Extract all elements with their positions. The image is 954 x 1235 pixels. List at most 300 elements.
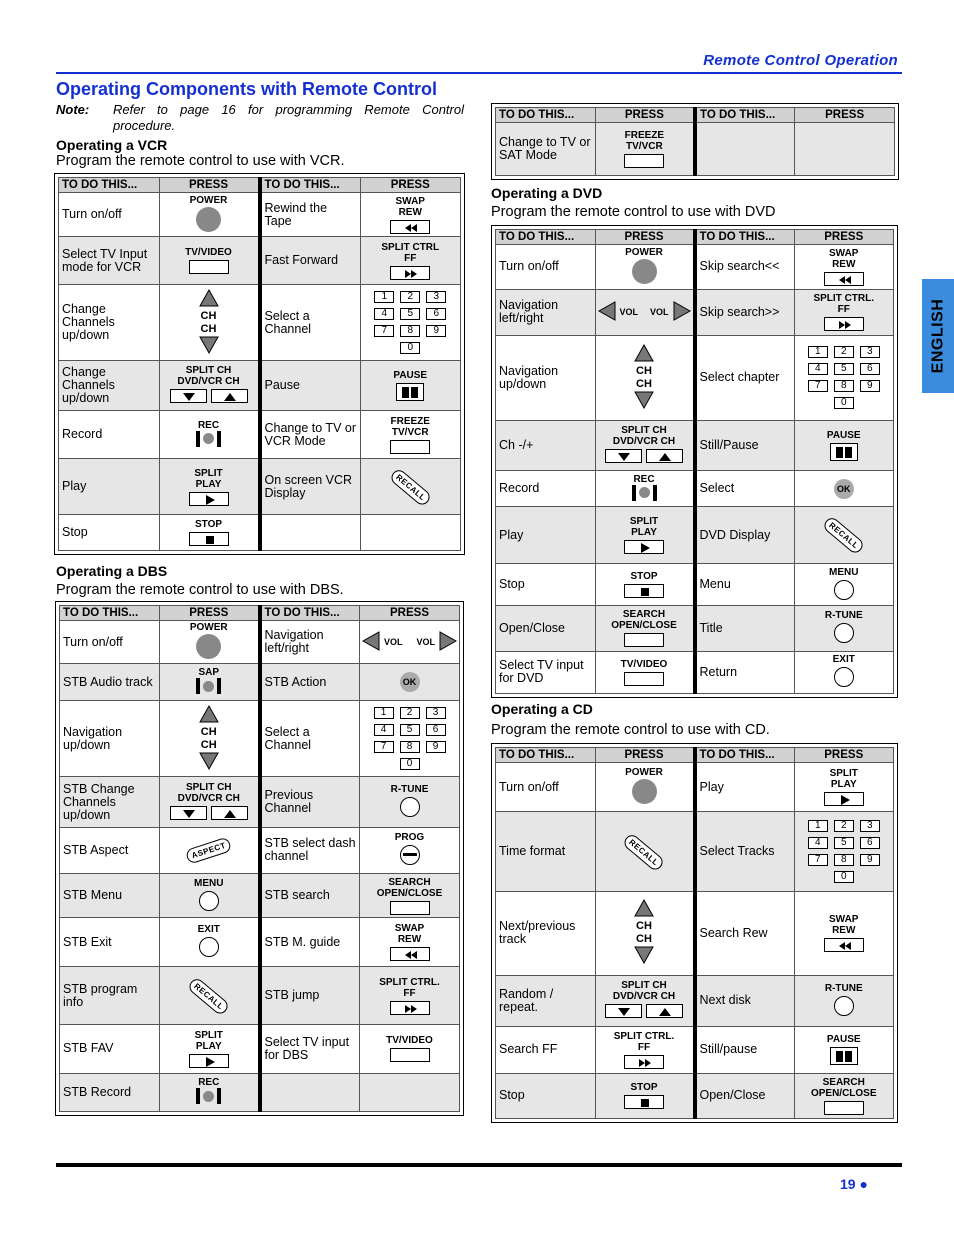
vcr-table — [54, 173, 465, 555]
tv-video-button[interactable] — [624, 672, 664, 686]
table-row — [496, 1026, 894, 1073]
ch-up-icon[interactable] — [634, 344, 654, 365]
split-ch-down-button[interactable] — [170, 389, 207, 403]
table-row — [60, 700, 460, 777]
table-row — [60, 621, 460, 664]
action-label: Navigation up/down — [60, 700, 160, 777]
press-cell — [360, 777, 460, 827]
table-row — [496, 975, 894, 1026]
keypad-digit[interactable]: 2 — [400, 291, 420, 303]
open-close-button[interactable] — [624, 633, 664, 647]
keypad-digit[interactable]: 5 — [834, 837, 854, 849]
split-ch-down-button[interactable] — [605, 1004, 642, 1018]
table-row — [60, 918, 460, 966]
action-label: Search Rew — [695, 892, 795, 976]
action-label: Change Channels up/down — [59, 361, 160, 411]
press-cell — [360, 411, 461, 459]
table-row — [496, 289, 894, 335]
tv-vcr-key-label: TV/VCR — [391, 426, 429, 438]
pause-button[interactable] — [830, 1047, 858, 1065]
keypad-digit[interactable]: 0 — [400, 342, 420, 354]
rew-button[interactable] — [824, 272, 864, 286]
menu-button[interactable] — [199, 891, 219, 911]
vol-right-icon[interactable] — [673, 301, 691, 323]
sap-button[interactable] — [196, 678, 221, 694]
action-label: Change to TV or VCR Mode — [260, 411, 361, 459]
action-label: Still/pause — [695, 1026, 795, 1073]
action-label: Select chapter — [695, 335, 795, 420]
col-header-press: PRESS — [160, 606, 260, 621]
action-label: Change to TV or SAT Mode — [496, 123, 596, 176]
press-cell — [160, 664, 260, 700]
volume-rocker[interactable]: VOL VOL — [598, 301, 691, 323]
keypad-digit[interactable]: 3 — [860, 346, 880, 358]
channel-rocker[interactable]: CH CH — [598, 344, 691, 412]
play-button[interactable] — [189, 1054, 229, 1068]
col-header-todo: TO DO THIS... — [260, 178, 361, 193]
r-tune-key-label: R-TUNE — [390, 784, 429, 795]
press-cell — [794, 892, 894, 976]
keypad-digit[interactable]: 1 — [374, 707, 394, 719]
keypad-digit[interactable]: 2 — [834, 346, 854, 358]
keypad-digit[interactable]: 1 — [808, 346, 828, 358]
press-cell — [160, 1025, 260, 1073]
action-label: Select TV input for DBS — [260, 1025, 360, 1073]
note-text: Refer to page 16 for programming Remote Control procedure. — [113, 102, 464, 133]
split-ch-up-button[interactable] — [646, 449, 683, 463]
dvd-vcr-ch-key-label: DVD/VCR CH — [612, 435, 676, 447]
action-label: STB Menu — [60, 874, 160, 918]
cd-table — [491, 743, 898, 1123]
english-tab — [922, 279, 954, 393]
stop-button[interactable] — [624, 584, 664, 598]
action-label: Play — [59, 459, 160, 515]
ok-button[interactable]: OK — [400, 672, 420, 692]
table-row — [496, 420, 894, 470]
volume-rocker[interactable]: VOL VOL — [362, 631, 457, 653]
recall-button[interactable]: RECALL — [822, 515, 866, 556]
ff-button[interactable] — [624, 1055, 664, 1069]
col-header-todo: TO DO THIS... — [496, 230, 596, 245]
press-cell — [795, 123, 895, 176]
table-row — [59, 285, 461, 361]
press-cell — [159, 459, 260, 515]
rew-button[interactable] — [824, 938, 864, 952]
channel-rocker[interactable]: CH CH — [162, 705, 256, 773]
dbs-title: Operating a DBS — [56, 563, 168, 579]
dvd-subtitle: Program the remote control to use with DVD — [491, 204, 776, 220]
press-cell — [794, 507, 894, 563]
action-label: Navigation up/down — [496, 335, 596, 420]
action-label: Navigation left/right — [496, 289, 596, 335]
keypad-digit[interactable]: 5 — [834, 363, 854, 375]
press-cell — [360, 361, 461, 411]
ch-down-icon[interactable] — [199, 752, 219, 773]
action-label: Skip search<< — [695, 245, 795, 289]
split-key-label: SPLIT — [194, 467, 223, 479]
keypad-digit[interactable]: 7 — [808, 854, 828, 866]
menu-key-label: MENU — [829, 566, 859, 578]
action-label: On screen VCR Display — [260, 459, 361, 515]
keypad-digit[interactable]: 8 — [400, 741, 420, 753]
play-button[interactable] — [189, 492, 229, 506]
keypad-digit[interactable]: 8 — [400, 325, 420, 337]
vcr-title: Operating a VCR — [56, 137, 168, 153]
dvd-table — [491, 225, 898, 698]
keypad-digit[interactable]: 2 — [400, 707, 420, 719]
power-key-label: POWER — [625, 246, 663, 258]
rew-key-label: REW — [832, 925, 856, 937]
press-cell — [360, 621, 460, 664]
action-label: Change Channels up/down — [59, 285, 160, 361]
table-row — [496, 471, 894, 507]
col-header-todo: TO DO THIS... — [60, 606, 160, 621]
split-ctrl-key-label: SPLIT CTRL. — [379, 976, 440, 988]
action-label: Random / repeat. — [496, 975, 596, 1026]
ch-up-icon[interactable] — [199, 289, 219, 310]
keypad-digit[interactable]: 0 — [400, 758, 420, 770]
ok-button[interactable]: OK — [834, 479, 854, 499]
stop-key-label: STOP — [630, 571, 658, 582]
prog-button[interactable] — [400, 845, 420, 865]
split-ch-key-label: SPLIT CH — [621, 424, 667, 436]
press-cell — [160, 874, 260, 918]
exit-key-label: EXIT — [832, 654, 855, 666]
keypad-digit[interactable]: 1 — [808, 820, 828, 832]
col-header-todo: TO DO THIS... — [496, 748, 596, 763]
table-row — [59, 515, 461, 551]
press-cell — [360, 966, 460, 1024]
table-row — [496, 606, 894, 651]
press-cell — [360, 918, 460, 966]
keypad-digit[interactable]: 6 — [860, 363, 880, 375]
col-header-press: PRESS — [795, 108, 895, 123]
action-label: Play — [496, 507, 596, 563]
pause-key-label: PAUSE — [393, 370, 428, 381]
keypad-digit[interactable]: 6 — [860, 837, 880, 849]
exit-button[interactable] — [199, 937, 219, 957]
col-header-press: PRESS — [794, 748, 894, 763]
press-cell — [794, 335, 894, 420]
action-label: STB Record — [60, 1073, 160, 1111]
dvd-vcr-ch-key-label: DVD/VCR CH — [177, 792, 240, 804]
pause-key-label: PAUSE — [826, 1034, 861, 1046]
action-label — [260, 515, 361, 551]
action-label: Open/Close — [695, 1073, 795, 1118]
prog-key-label: PROG — [394, 832, 425, 844]
rec-key-label: REC — [198, 1077, 220, 1089]
play-button[interactable] — [624, 540, 664, 554]
tv-vcr-key-label: TV/VCR — [626, 141, 663, 152]
action-label: Fast Forward — [260, 237, 361, 285]
action-label: Time format — [496, 812, 596, 892]
play-key-label: PLAY — [195, 1040, 222, 1052]
cd-subtitle: Program the remote control to use with CD. — [491, 722, 770, 738]
stop-button[interactable] — [189, 532, 229, 546]
action-label: STB Audio track — [60, 664, 160, 700]
split-key-label: SPLIT — [829, 768, 858, 780]
table-row — [496, 763, 894, 812]
keypad-digit[interactable]: 3 — [860, 820, 880, 832]
channel-rocker[interactable]: CH CH — [162, 289, 256, 357]
press-cell — [159, 285, 260, 361]
rec-button[interactable] — [632, 485, 657, 501]
keypad-digit[interactable]: 4 — [374, 308, 394, 320]
search-key-label: SEARCH — [388, 876, 431, 888]
press-cell — [794, 606, 894, 651]
open-close-button[interactable] — [824, 1101, 864, 1115]
recall-button[interactable]: RECALL — [622, 832, 666, 873]
press-cell — [360, 193, 461, 237]
ch-down-icon[interactable] — [634, 946, 654, 967]
split-ch-up-button[interactable] — [211, 806, 248, 820]
action-label: DVD Display — [695, 507, 795, 563]
ch-up-icon[interactable] — [199, 705, 219, 726]
vol-left-icon[interactable] — [598, 301, 616, 323]
press-cell — [360, 459, 461, 515]
power-button[interactable] — [632, 259, 657, 284]
ff-button[interactable] — [390, 266, 430, 280]
number-keypad[interactable] — [362, 707, 457, 770]
rec-key-label: REC — [633, 473, 655, 485]
action-label: STB Aspect — [60, 827, 160, 873]
keypad-digit[interactable]: 9 — [426, 741, 446, 753]
power-button[interactable] — [632, 779, 657, 804]
search-key-label: SEARCH — [622, 609, 666, 621]
keypad-digit[interactable]: 0 — [834, 871, 854, 883]
press-cell — [159, 515, 260, 551]
number-keypad[interactable] — [797, 346, 892, 409]
vol-right-icon[interactable] — [439, 631, 457, 653]
freeze-key-label: FREEZE — [624, 130, 665, 141]
vol-left-icon[interactable] — [362, 631, 380, 653]
press-cell — [360, 1025, 460, 1073]
col-header-todo: TO DO THIS... — [260, 606, 360, 621]
action-label: Stop — [59, 515, 160, 551]
power-key-label: POWER — [189, 622, 228, 634]
keypad-digit[interactable]: 7 — [374, 325, 394, 337]
play-button[interactable] — [824, 792, 864, 806]
split-ch-up-button[interactable] — [646, 1004, 683, 1018]
pause-button[interactable] — [396, 383, 424, 401]
keypad-digit[interactable]: 2 — [834, 820, 854, 832]
col-header-press: PRESS — [159, 178, 260, 193]
keypad-digit[interactable]: 3 — [426, 707, 446, 719]
keypad-digit[interactable]: 4 — [808, 837, 828, 849]
ff-key-label: FF — [404, 252, 417, 264]
press-cell — [595, 651, 695, 693]
keypad-digit[interactable]: 8 — [834, 380, 854, 392]
action-label: Play — [695, 763, 795, 812]
press-cell — [794, 420, 894, 470]
action-label: STB jump — [260, 966, 360, 1024]
split-key-label: SPLIT — [194, 1029, 223, 1041]
number-keypad[interactable] — [797, 820, 892, 883]
power-key-label: POWER — [189, 194, 228, 206]
action-label: Select Tracks — [695, 812, 795, 892]
keypad-digit[interactable]: 4 — [808, 363, 828, 375]
action-label: Next disk — [695, 975, 795, 1026]
press-cell — [595, 763, 695, 812]
open-close-button[interactable] — [390, 901, 430, 915]
channel-rocker[interactable]: CH CH — [598, 899, 691, 967]
freeze-tv-vcr-button[interactable] — [624, 154, 664, 168]
number-keypad[interactable] — [363, 291, 459, 354]
sap-key-label: SAP — [198, 667, 220, 679]
swap-key-label: SWAP — [829, 247, 859, 259]
keypad-digit[interactable]: 6 — [426, 308, 446, 320]
press-cell — [160, 918, 260, 966]
ff-key-label: FF — [637, 1041, 651, 1053]
action-label: Record — [59, 411, 160, 459]
split-ch-down-button[interactable] — [605, 449, 642, 463]
split-ch-up-button[interactable] — [211, 389, 248, 403]
footer-rule — [56, 1163, 902, 1167]
power-button[interactable] — [196, 207, 221, 232]
rec-button[interactable] — [196, 431, 221, 447]
press-cell — [595, 812, 695, 892]
split-ch-down-button[interactable] — [170, 806, 207, 820]
action-label: Title — [695, 606, 795, 651]
keypad-digit[interactable]: 7 — [374, 741, 394, 753]
keypad-digit[interactable]: 9 — [426, 325, 446, 337]
action-label: Turn on/off — [60, 621, 160, 664]
press-cell — [160, 1073, 260, 1111]
press-cell — [595, 420, 695, 470]
action-label: Open/Close — [496, 606, 596, 651]
action-label: Select — [695, 471, 795, 507]
keypad-digit[interactable]: 8 — [834, 854, 854, 866]
recall-button[interactable]: RECALL — [187, 976, 231, 1017]
press-cell — [794, 651, 894, 693]
col-header-press: PRESS — [595, 230, 695, 245]
keypad-digit[interactable]: 0 — [834, 397, 854, 409]
table-row — [496, 245, 894, 289]
table-row — [496, 335, 894, 420]
col-header-todo: TO DO THIS... — [59, 178, 160, 193]
action-label: Turn on/off — [496, 763, 596, 812]
ch-down-icon[interactable] — [199, 336, 219, 357]
keypad-digit[interactable]: 9 — [860, 854, 880, 866]
press-cell — [595, 123, 695, 176]
tv-video-key-label: TV/VIDEO — [386, 1035, 433, 1047]
r-tune-button[interactable] — [834, 996, 854, 1016]
ff-button[interactable] — [824, 317, 864, 331]
press-cell — [794, 763, 894, 812]
table-row — [496, 123, 895, 176]
rew-button[interactable] — [390, 947, 430, 961]
english-tab-label: ENGLISH — [929, 298, 946, 374]
split-ch-key-label: SPLIT CH — [185, 365, 232, 376]
aspect-button[interactable]: ASPECT — [185, 837, 233, 865]
rec-key-label: REC — [197, 419, 220, 431]
press-cell — [360, 1073, 460, 1111]
keypad-digit[interactable]: 6 — [426, 724, 446, 736]
ch-up-icon[interactable] — [634, 899, 654, 920]
press-cell — [160, 966, 260, 1024]
tv-sat-table — [491, 103, 899, 180]
press-cell — [794, 1073, 894, 1118]
press-cell — [794, 1026, 894, 1073]
split-ch-key-label: SPLIT CH — [621, 980, 667, 992]
col-header-press: PRESS — [360, 178, 461, 193]
recall-button[interactable]: RECALL — [388, 467, 432, 508]
keypad-digit[interactable]: 7 — [808, 380, 828, 392]
tv-video-button[interactable] — [189, 260, 229, 274]
menu-button[interactable] — [834, 580, 854, 600]
r-tune-button[interactable] — [834, 623, 854, 643]
action-label: Next/previous track — [496, 892, 596, 976]
r-tune-key-label: R-TUNE — [824, 982, 863, 994]
pause-key-label: PAUSE — [826, 429, 861, 441]
table-row — [496, 1073, 894, 1118]
action-label: Select TV Input mode for VCR — [59, 237, 160, 285]
tv-video-button[interactable] — [390, 1048, 430, 1062]
keypad-digit[interactable]: 5 — [400, 308, 420, 320]
ff-key-label: FF — [403, 987, 416, 999]
press-cell — [360, 285, 461, 361]
action-label: STB Action — [260, 664, 360, 700]
rew-button[interactable] — [390, 220, 430, 234]
press-cell — [160, 700, 260, 777]
rec-button[interactable] — [196, 1088, 221, 1104]
power-button[interactable] — [196, 634, 221, 659]
action-label: Ch -/+ — [496, 420, 596, 470]
action-label — [260, 1073, 360, 1111]
r-tune-button[interactable] — [400, 797, 420, 817]
col-header-press: PRESS — [595, 748, 695, 763]
table-row — [496, 563, 894, 605]
keypad-digit[interactable]: 1 — [374, 291, 394, 303]
running-header: Remote Control Operation — [703, 52, 898, 69]
play-key-label: PLAY — [631, 527, 657, 539]
press-cell — [360, 827, 460, 873]
table-row — [60, 664, 460, 700]
freeze-tv-vcr-button[interactable] — [390, 440, 430, 454]
stop-key-label: STOP — [630, 1082, 658, 1094]
keypad-digit[interactable]: 5 — [400, 724, 420, 736]
table-row — [60, 1025, 460, 1073]
r-tune-key-label: R-TUNE — [824, 610, 863, 622]
action-label: Skip search>> — [695, 289, 795, 335]
action-label: Turn on/off — [496, 245, 596, 289]
stop-button[interactable] — [624, 1095, 664, 1109]
press-cell — [160, 621, 260, 664]
table-row — [496, 651, 894, 693]
col-header-todo: TO DO THIS... — [695, 748, 795, 763]
table-row — [59, 411, 461, 459]
action-label: Select TV input for DVD — [496, 651, 596, 693]
action-label: STB Exit — [60, 918, 160, 966]
split-ctrl-key-label: SPLIT CTRL. — [613, 1030, 675, 1042]
press-cell — [595, 507, 695, 563]
keypad-digit[interactable]: 3 — [426, 291, 446, 303]
press-cell — [595, 335, 695, 420]
open-close-key-label: OPEN/CLOSE — [810, 1087, 877, 1099]
keypad-digit[interactable]: 9 — [860, 380, 880, 392]
table-row — [496, 507, 894, 563]
ff-button[interactable] — [390, 1001, 430, 1015]
action-label: Turn on/off — [59, 193, 160, 237]
table-row — [59, 459, 461, 515]
pause-button[interactable] — [830, 443, 858, 461]
keypad-digit[interactable]: 4 — [374, 724, 394, 736]
press-cell — [159, 193, 260, 237]
exit-button[interactable] — [834, 667, 854, 687]
ch-down-icon[interactable] — [634, 391, 654, 412]
table-row — [496, 812, 894, 892]
page-number: 19 ● — [840, 1176, 868, 1192]
